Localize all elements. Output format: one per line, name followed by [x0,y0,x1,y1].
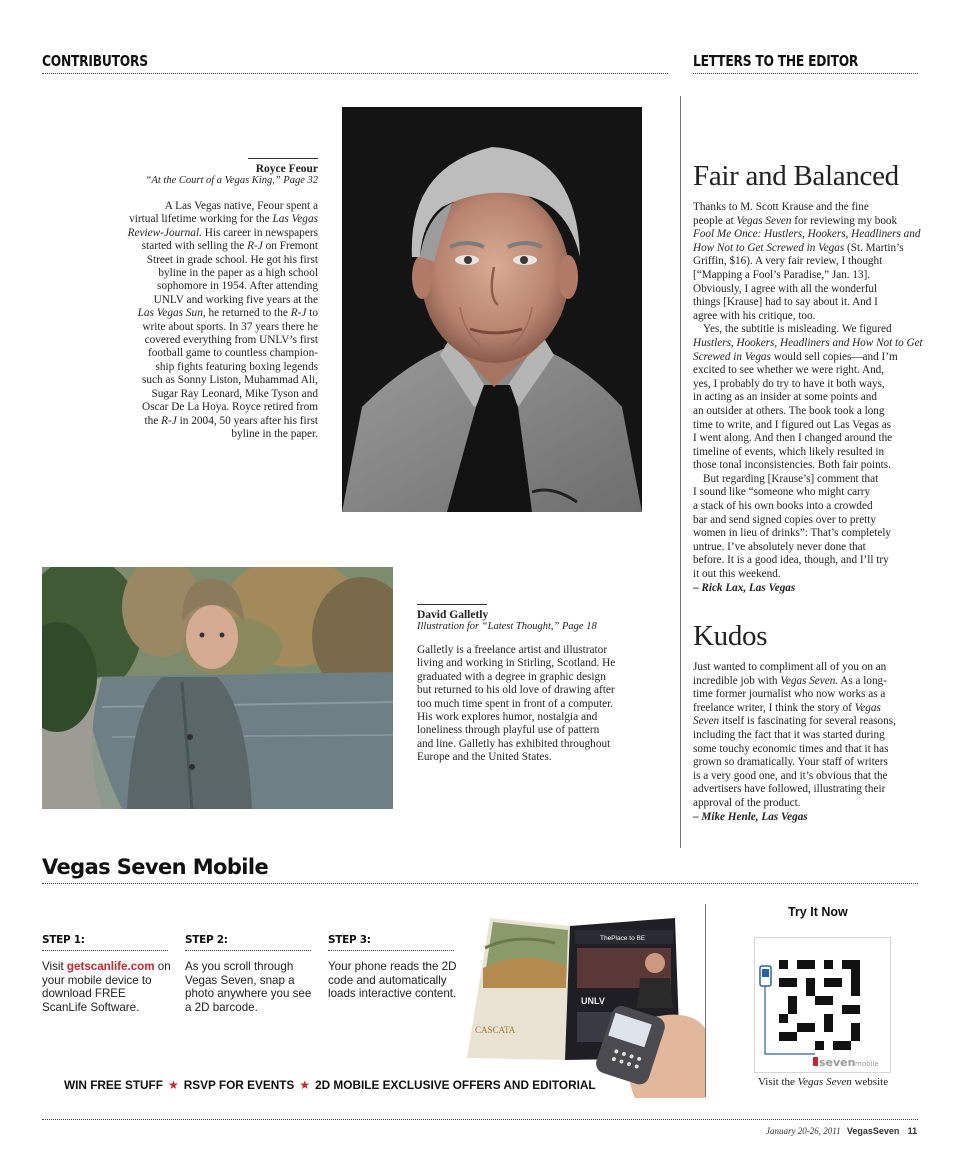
step-2 [185,934,315,1014]
letter1-line: Hustlers, Hookers, Headliners and How Not to Get [693,336,923,349]
letters-divider [693,73,918,74]
david-bio-block [417,604,647,765]
letter1-line: people at Vegas Seven for reviewing my book [693,214,898,227]
qr-brand-small: mobile [855,1060,879,1068]
letter1-line: I sound like “someone who might carry [693,486,871,499]
royce-bio-block [100,158,318,441]
david-line: and line. Galletly has exhibited throughout [417,737,611,750]
royce-credit: “At the Court of a Vegas King,” Page 32 [145,175,318,186]
letter2-body [693,661,923,824]
letter2-line: Just wanted to compliment all of you on an [693,661,887,673]
royce-line: UNLV and working five years at the [153,293,318,306]
column-divider [680,96,681,848]
royce-line: such as Sonny Liston, Muhammad Ali, [141,374,318,387]
letter1-line: timeline of events, which likely resulted in [693,445,885,458]
letter1-body [693,201,923,595]
letter1-title: Fair and Balanced [693,160,899,192]
promo-offers: 2D MOBILE EXCLUSIVE OFFERS AND EDITORIAL [315,1078,596,1092]
david-line: but returned to his old love of drawing after [417,684,615,697]
royce-line: Las Vegas Sun, he returned to the R-J to [137,307,318,320]
david-line: living and working in Stirling, Scotland. He [417,657,616,670]
david-credit: Illustration for “Latest Thought,” Page 18 [417,621,597,632]
david-line: Europe and the United States. [417,751,552,764]
david-bio [417,644,647,765]
step-1 [42,934,172,1014]
footer-date: January 20-26, 2011 [766,1126,841,1136]
letter1-line: Thanks to M. Scott Krause and the fine [693,201,869,213]
royce-line: virtual lifetime working for the Las Vegas [129,213,318,226]
letter2-line: freelance writer, I think the story of Vegas [693,701,881,714]
step-1-text: Visit getscanlife.com on your mobile device to download FREE ScanLife Software. [42,960,171,1014]
david-name: David Galletly [417,609,489,621]
letter1-line: How Not to Get Screwed in Vegas (St. Martin’s [693,241,904,254]
royce-line: Oscar De La Hoya. Royce retired from [142,401,318,414]
step-2-head: STEP 2: [185,934,311,951]
letter2-line: approval of the product. [693,796,801,809]
promo-bar [64,1078,596,1092]
step-3-head: STEP 3: [328,934,454,951]
try-it-divider [705,904,706,1097]
letter2-line: some touchy economic times and that it has [693,742,889,755]
mag-right-text: ThePlace to BE [600,935,646,942]
letter1-line: an outsider at others. The book took a long [693,404,885,417]
royce-line: football game to countless champion- [147,347,318,360]
letter1-line: it out this weekend. [693,568,781,581]
letter-kudos [693,620,923,824]
royce-line: Review-Journal. His career in newspapers [127,226,318,239]
mobile-divider [42,883,918,884]
letter-fair-and-balanced [693,160,923,595]
step-1-head: STEP 1: [42,934,168,951]
letter2-line: grown so dramatically. Your staff of writers [693,756,888,769]
contributors-divider [42,73,668,74]
promo-rsvp: RSVP FOR EVENTS [183,1078,295,1092]
step-3-text: Your phone reads the 2D code and automatically loads interactive content. [328,960,457,1001]
magazine-phone-illustration [465,908,705,1098]
royce-line: Sugar Ray Leonard, Mike Tyson and [151,387,318,400]
visit-website-caption: Visit the Vegas Seven website [758,1076,889,1088]
try-it-now-title: Try It Now [788,905,848,919]
contributors-header: CONTRIBUTORS [42,52,148,70]
letter1-line: I went along. And then I changed around the [693,432,893,445]
david-line: Galletly is a freelance artist and illustrator [417,644,608,656]
step-2-text: As you scroll through Vegas Seven, snap a photo anywhere you see a 2D barcode. [185,960,312,1014]
royce-line: sophomore in 1954. After attending [157,280,318,293]
letter1-line: women in lieu of drinks”: That’s completely [693,527,892,540]
david-photo [42,567,393,809]
letters-header: LETTERS TO THE EDITOR [693,52,859,70]
letter2-line: is a very good one, and it’s obvious that the [693,769,888,782]
letter2-line: incredible job with Vegas Seven. As a long- [693,674,887,687]
david-name-rule [417,604,487,605]
letter2-line: advertisers have followed, illustrating their [693,783,886,796]
mobile-section-title: Vegas Seven Mobile [42,855,269,879]
royce-line: ship fights featuring boxing legends [155,360,318,373]
letter1-line: Yes, the subtitle is misleading. We figured [703,323,892,336]
mag-unlv: UNLV [581,996,605,1006]
letter1-line: [“Mapping a Fool’s Paradise,” Jan. 13]. [693,268,871,281]
letter1-signature: – Rick Lax, Las Vegas [693,581,796,594]
letter1-line: untrue. I’ve absolutely never done that [693,540,866,553]
getscanlife-link[interactable]: getscanlife.com [66,960,155,973]
david-line: too much time spent in front of a computer. [417,697,614,710]
letter1-line: time to write, and I figured out Las Vegas as [693,418,892,431]
royce-line: the R-J in 2004, 50 years after his first [144,414,318,427]
mag-left-text: CASCATA [475,1025,516,1035]
page-number: 11 [907,1126,918,1136]
royce-bio [100,200,318,441]
letter2-title: Kudos [693,620,768,652]
letter1-line: yes, I probably do try to have it both ways, [693,377,885,390]
royce-name-rule [248,158,318,159]
letter1-line: in acting as an insider at some points and [693,391,877,404]
footer-brand: VegasSeven [846,1126,900,1136]
letter1-line: excited to see whether we were right. And, [693,364,885,377]
letter1-line: But regarding [Krause’s] comment that [703,472,879,485]
letter2-signature: – Mike Henle, Las Vegas [693,810,808,823]
letter1-line: Fool Me Once: Hustlers, Hookers, Headliners and [693,228,921,241]
david-line: His work explores humor, nostalgia and [417,711,598,724]
qr-brand: seven [819,1056,856,1069]
royce-line: Street in grade school. He got his first [146,253,318,266]
qr-code-card[interactable] [754,937,891,1073]
royce-line: A Las Vegas native, Feour spent a [164,200,318,212]
star-icon: ★ [299,1078,311,1092]
page-footer [766,1126,917,1136]
royce-line: byline in the paper as a high school [158,267,318,280]
letter1-line: agree with his critique, too. [693,309,816,322]
promo-win: WIN FREE STUFF [64,1078,163,1092]
footer-divider [42,1119,918,1120]
step-3 [328,934,458,1001]
letter1-line: Screwed in Vegas would sell copies—and I’m [693,350,898,363]
letter1-line: before. It is a good idea, though, and I’ll try [693,554,889,567]
royce-line: started with selling the R-J on Fremont [141,240,318,253]
letter1-line: things [Krause] had to say about it. And I [693,296,878,309]
david-line: loneliness through playful use of pattern [417,724,600,737]
letter1-line: Griffin, $16). A very fair review, I thought [693,255,883,268]
letter1-line: a stack of his own books into a crowded [693,500,873,513]
royce-portrait [342,107,642,512]
letter2-line: Seven itself is fascinating for several reasons, [693,715,896,728]
royce-line: byline in the paper. [231,427,318,440]
letter1-line: bar and send signed copies over to pretty [693,513,876,526]
star-icon: ★ [167,1078,179,1092]
letter1-line: those tonal inconsistencies. Both fair points. [693,459,891,472]
royce-line: covered everything from UNLV’s first [144,334,318,347]
royce-line: write about sports. In 37 years there he [142,320,318,333]
letter1-line: Obviously, I agree with all the wonderful [693,282,878,295]
letter2-line: including the fact that it was started during [693,728,885,741]
letter2-line: time former journalist who now works as a [693,688,886,701]
royce-name: Royce Feour [255,163,318,175]
david-line: graduated with a degree in graphic design [417,670,606,683]
